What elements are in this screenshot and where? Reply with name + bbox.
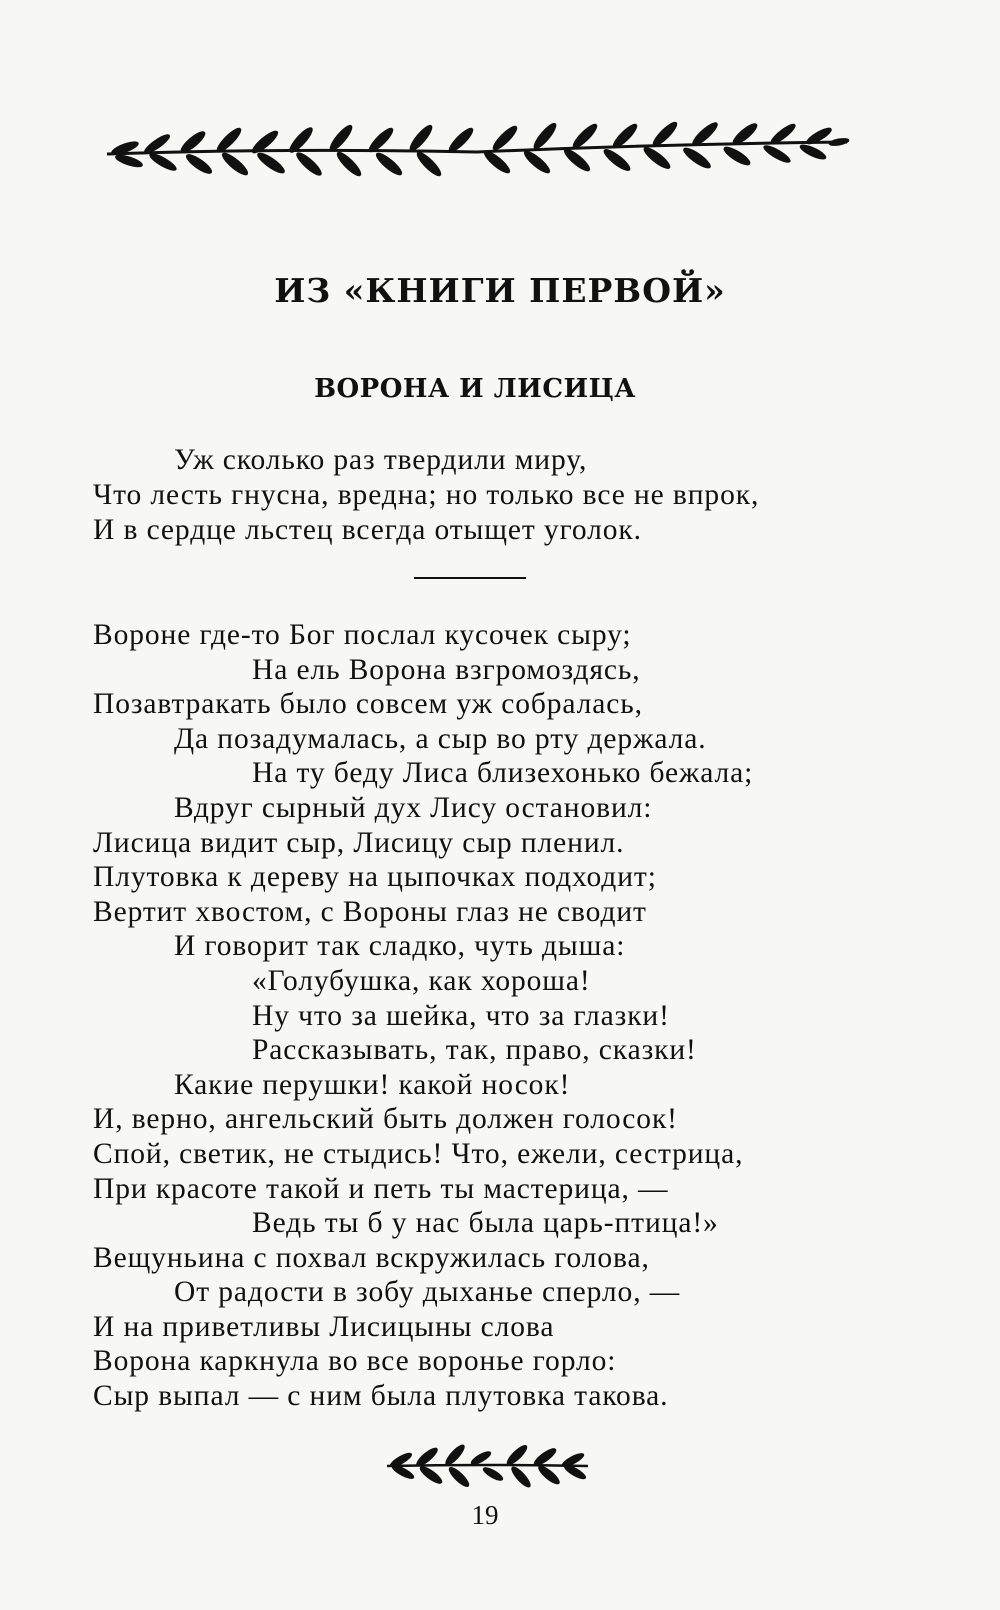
laurel-ornament-bottom-icon <box>385 1440 590 1490</box>
stanza-separator <box>414 577 526 579</box>
verse-line: Ведь ты б у нас была царь-птица!» <box>252 1207 719 1240</box>
verse-line: Вертит хвостом, с Вороны глаз не сводит <box>93 895 647 928</box>
verse-line: Вороне где-то Бог послал кусочек сыру; <box>93 619 632 651</box>
verse-line: И, верно, ангельский быть должен голосок! <box>93 1103 678 1136</box>
verse-line: «Голубушка, как хороша! <box>252 964 591 997</box>
verse-line: На ель Ворона взгромоздясь, <box>252 653 641 686</box>
section-title: ИЗ «КНИГИ ПЕРВОЙ» <box>274 271 726 310</box>
fable-verse <box>93 618 753 1414</box>
verse-line: И на приветливы Лисицыны слова <box>93 1310 555 1343</box>
verse-line: На ту беду Лиса близехонько бежала; <box>252 757 754 790</box>
page-number: 19 <box>471 1500 499 1530</box>
verse-line: Какие перушки! какой носок! <box>174 1068 571 1101</box>
verse-line: Лисица видит сыр, Лисицу сыр пленил. <box>93 826 625 859</box>
verse-line: Да позадумалась, а сыр во рту держала. <box>174 722 707 755</box>
verse-line: Сыр выпал — с ним была плутовка такова. <box>93 1380 669 1413</box>
moral-stanza <box>93 443 759 548</box>
verse-line: Позавтракать было совсем уж собралась, <box>93 688 643 721</box>
verse-line: Спой, светик, не стыдись! Что, ежели, сестрица, <box>93 1137 744 1170</box>
verse-line: И в сердце льстец всегда отыщет уголок. <box>93 514 642 546</box>
verse-line: Вдруг сырный дух Лису остановил: <box>174 791 653 824</box>
verse-line: Плутовка к дереву на цыпочках подходит; <box>93 861 657 894</box>
verse-line: И говорит так сладко, чуть дыша: <box>174 930 626 963</box>
verse-line: При красоте такой и петь ты мастерица, — <box>93 1172 669 1205</box>
verse-line: Вещуньина с похвал вскружилась голова, <box>93 1241 650 1274</box>
verse-line: От радости в зобу дыханье сперло, — <box>174 1276 681 1309</box>
verse-line: Ворона каркнула во все воронье горло: <box>93 1345 617 1378</box>
laurel-ornament-top-icon <box>105 118 850 188</box>
verse-line: Уж сколько раз твердили миру, <box>174 444 588 476</box>
verse-line: Рассказывать, так, право, сказки! <box>252 1034 697 1067</box>
fable-title: ВОРОНА И ЛИСИЦА <box>314 374 636 404</box>
verse-line: Что лесть гнусна, вредна; но только все не впрок, <box>93 479 760 511</box>
verse-line: Ну что за шейка, что за глазки! <box>252 999 670 1032</box>
